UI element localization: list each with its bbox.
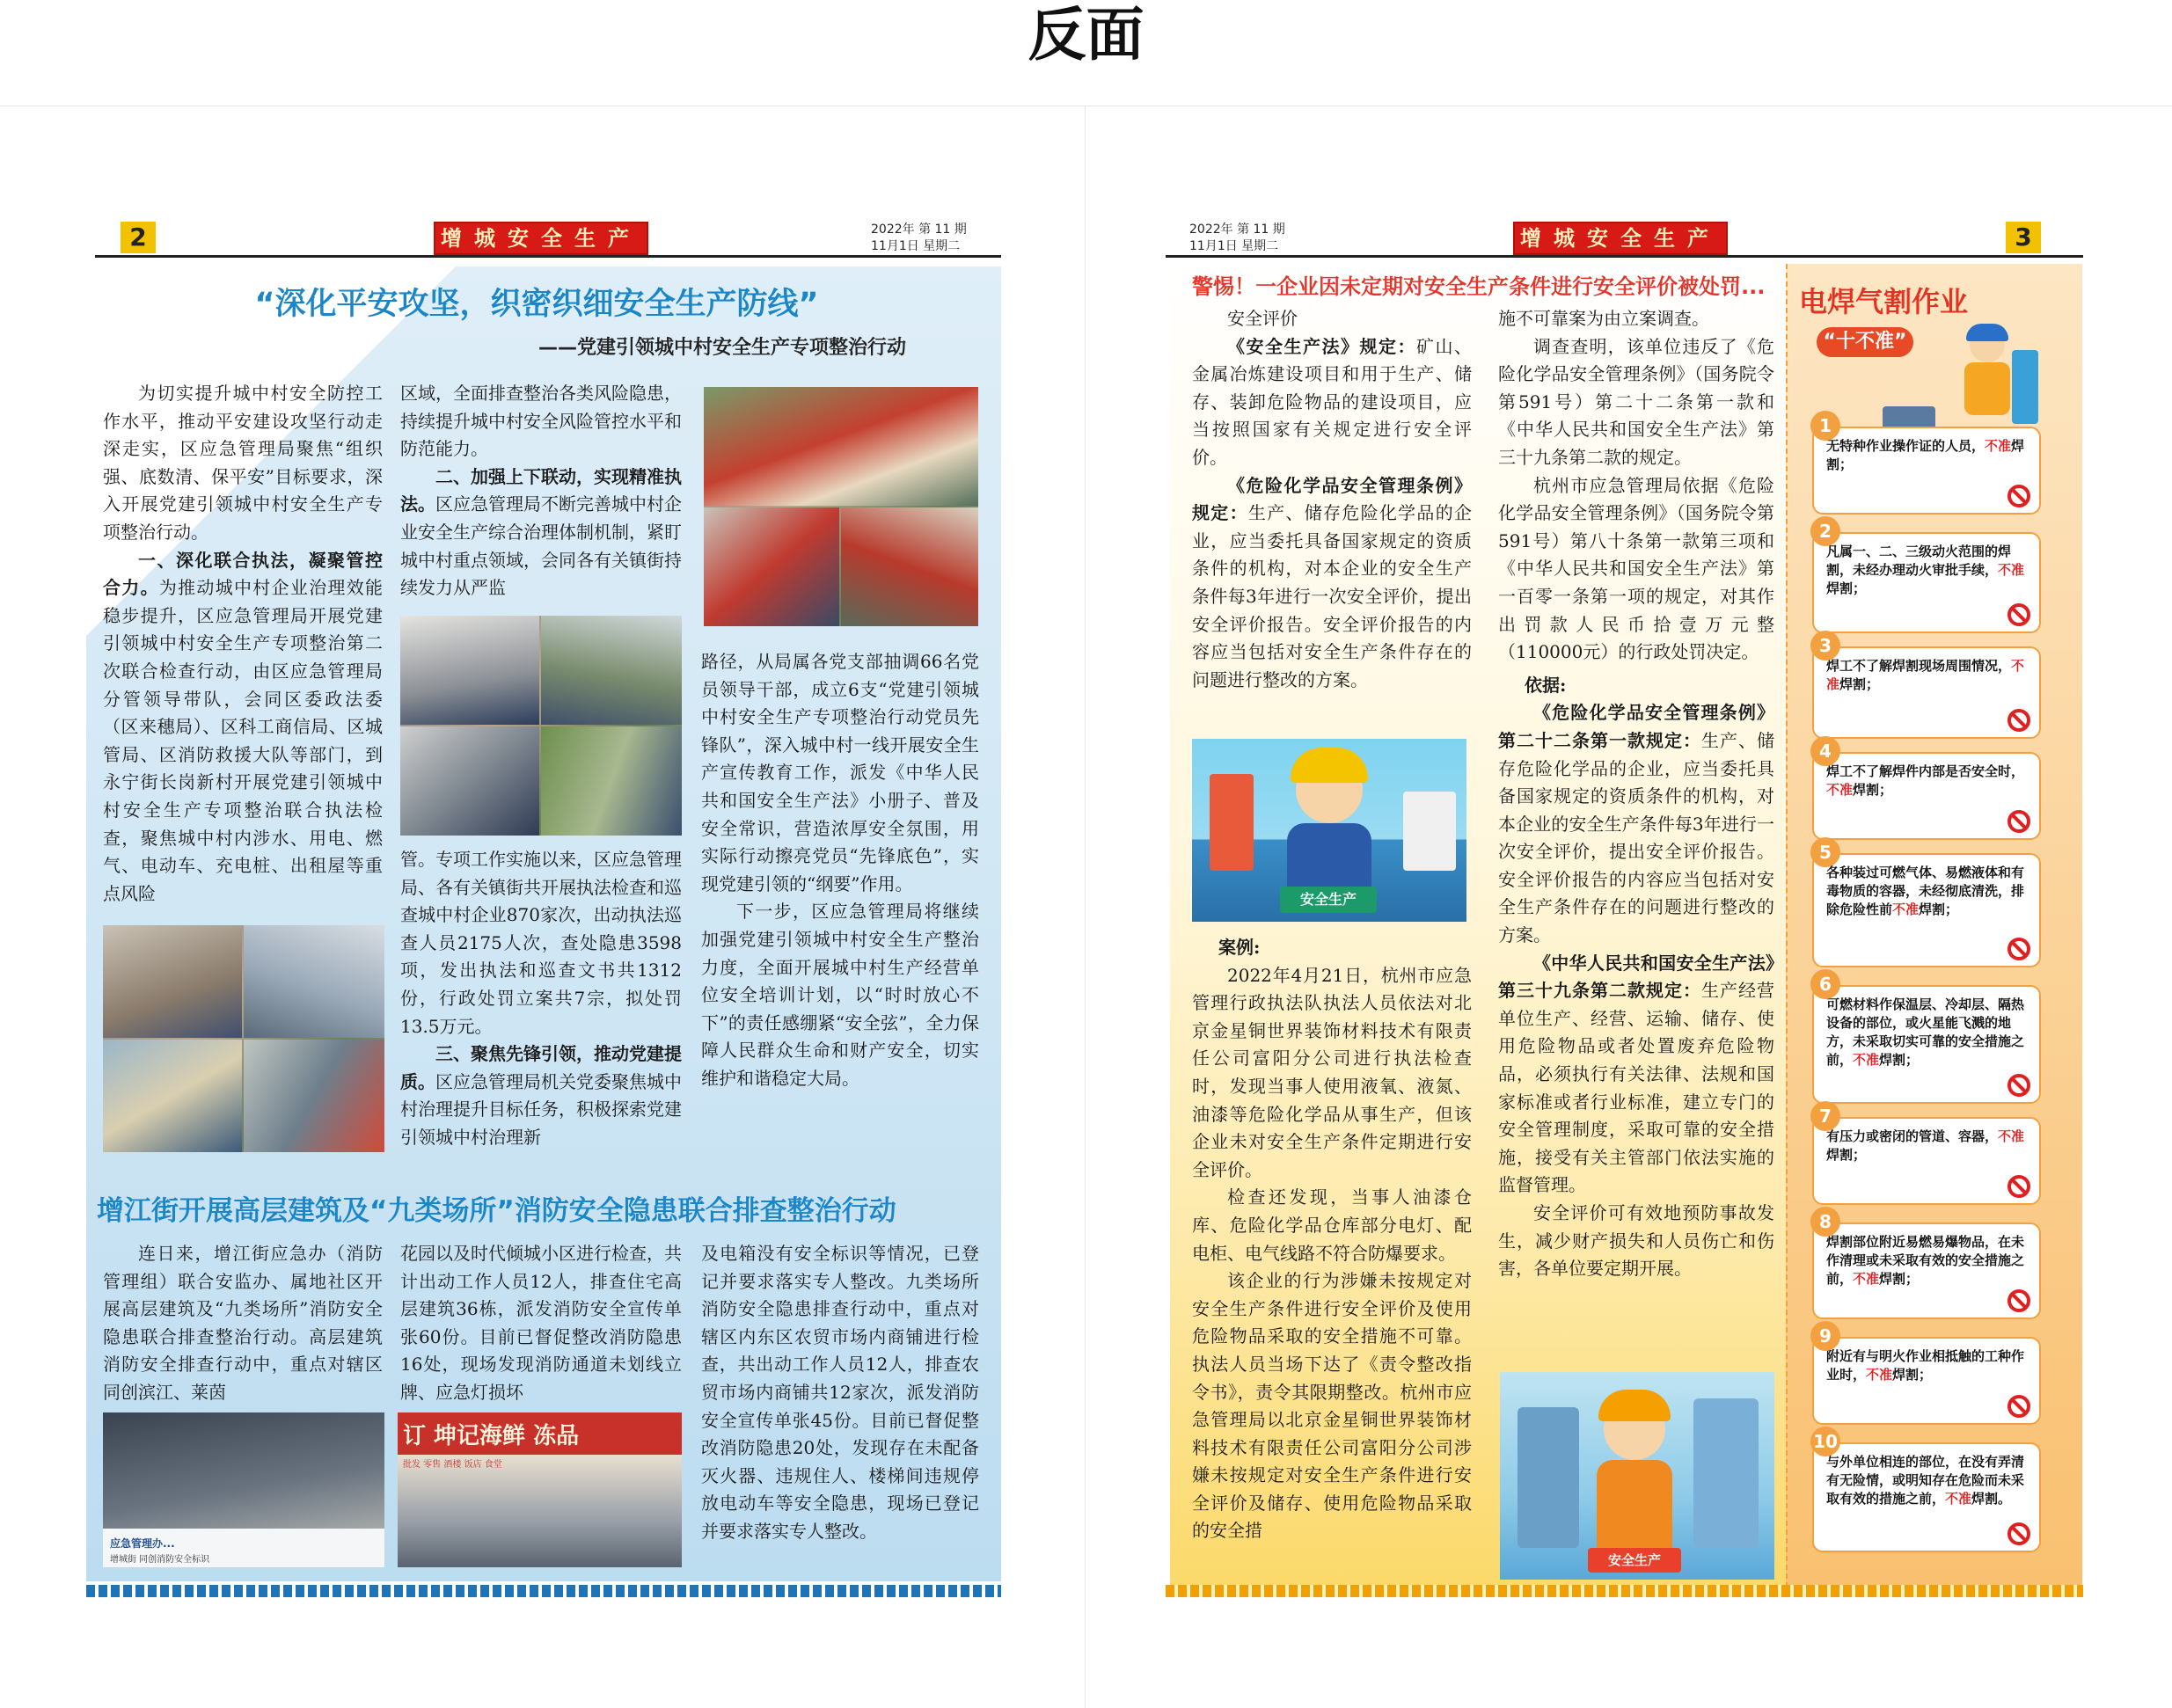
paragraph: 连日来，增江街应急办（消防管理组）联合安监办、属地社区开展高层建筑及“九类场所”消防安全隐患联合排查整治行动。高层建筑消防安全排查行动中，重点对辖区同创滨江、莱茵 bbox=[103, 1243, 383, 1403]
paragraph: 该企业的行为涉嫌未按规定对安全生产条件进行安全评价及使用危险物品采取的安全措施不可靠。执法人员当场下达了《责令整改指令书》，责令其限期整改。杭州市应急管理局以北京金星铜世界装饰材料技术有限责任公司富阳分公司涉嫌未按规定对安全生产条件进行安全评价及储存、使用危险物品采取的安全措 bbox=[1192, 1270, 1472, 1542]
prohibited-icon bbox=[2007, 485, 2030, 507]
paragraph: 为推动城中村企业治理效能稳步提升，区应急管理局开展党建引领城中村安全生产专项整治第二次联合检查行动，由区应急管理局分管领导带队，会同区委政法委（区来穗局）、区科工商信局、区城管局、区消防救援大队等部门，到永宁街长岗新村开展党建引领城中村安全生产专项整治联合执法检查，聚焦城中村内涉水、用电、燃气、电动车、充电桩、出租屋等重点风险 bbox=[103, 577, 384, 904]
article-headline: “深化平安攻坚，织密织细安全生产防线” bbox=[254, 287, 819, 322]
law-heading: 《中华人民共和国安全生产法》第三十九条第二款规定： bbox=[1498, 952, 1774, 1002]
prohibited-icon bbox=[2007, 1395, 2030, 1418]
sidebar-divider bbox=[1786, 264, 1788, 1588]
case-heading: 案例: bbox=[1218, 937, 1261, 958]
rule-item bbox=[1812, 974, 2041, 1104]
prohibited-icon bbox=[2007, 603, 2030, 626]
rule-prohibition: 不准 bbox=[1945, 1491, 1972, 1507]
issue-info-right bbox=[1189, 222, 1313, 255]
photo-market-shop bbox=[398, 1412, 682, 1567]
header-rule-right bbox=[1166, 255, 2083, 258]
article2-column-2 bbox=[400, 1240, 682, 1407]
case-column-2 bbox=[1498, 305, 1774, 1283]
rule-prohibition: 不准 bbox=[1853, 1271, 1880, 1287]
basis-heading: 依据: bbox=[1525, 674, 1567, 696]
article-column-2 bbox=[400, 380, 682, 602]
sidebar-title: 电焊气割作业 bbox=[1799, 285, 1969, 318]
issue-date: 11月1日 星期二 bbox=[1189, 239, 1279, 253]
paragraph: 安全评价可有效地预防事故发生，减少财产损失和人员伤亡和伤害，各单位要定期开展。 bbox=[1498, 1202, 1774, 1280]
prohibited-icon bbox=[2007, 810, 2030, 833]
rule-tail: 焊割。 bbox=[1971, 1491, 2012, 1507]
paragraph: 区应急管理局不断完善城中村企业安全生产综合治理体制机制，紧盯城中村重点领域，会同各有关镇街持续发力从严监 bbox=[400, 493, 682, 599]
photo-meeting-collage bbox=[103, 925, 384, 1152]
page-split-line bbox=[1085, 106, 1086, 1708]
rule-text: 焊工不了解焊件内部是否安全时， bbox=[1826, 763, 2025, 779]
article-headline-2: 增江街开展高层建筑及“九类场所”消防安全隐患联合排查整治行动 bbox=[97, 1195, 896, 1227]
issue-info-left bbox=[871, 222, 994, 255]
poster-text: 应急管理办... bbox=[110, 1537, 175, 1550]
paragraph: 及电箱没有安全标识等情况，已登记并要求落实专人整改。九类场所消防安全隐患排查行动中，重点对辖区内东区农贸市场内商铺进行检查，共出动工作人员12人，排查农贸市场内商铺共12家次，派发消防安全宣传单张45份。目前已督促整改消防隐患20处，发现存在未配备灭火器、违规住人、楼梯间违规停放电动车等安全隐患，现场已登记并要求落实专人整改。 bbox=[701, 1243, 979, 1542]
law-heading: 《危险化学品安全管理条例》规定： bbox=[1192, 474, 1472, 524]
rule-number: 1 bbox=[1810, 411, 1840, 441]
rule-tail: 焊割； bbox=[1879, 1052, 1920, 1068]
rule-prohibition: 不准 bbox=[1826, 782, 1854, 798]
rule-text: 与外单位相连的部位，在没有弄清有无险情，或明知存在危险而未采取有效的措施之前， bbox=[1826, 1454, 2025, 1507]
paragraph: 2022年4月21日，杭州市应急管理行政执法队执法人员依法对北京金星铜世界装饰材料技术有限责任公司富阳分公司进行执法检查时，发现当事人使用液氧、液氮、油漆等危险化学品从事生产，但该企业未对安全生产条件定期进行安全评价。 bbox=[1192, 964, 1472, 1180]
paragraph: 施不可靠案为由立案调查。 bbox=[1498, 308, 1709, 329]
paragraph: 下一步，区应急管理局将继续加强党建引领城中村安全生产整治力度，全面开展城中村生产经营单位安全培训计划，以“时时放心不下”的责任感绷紧“安全弦”，全力保障人民群众生命和财产安全，切实维护和谐稳定大局。 bbox=[701, 901, 979, 1089]
paragraph: 生产、储存危险化学品的企业，应当委托具备国家规定的资质条件的机构，对本企业的安全生产条件每3年进行一次安全评价，提出安全评价报告。安全评价报告的内容应当包括对安全生产条件存在的问题进行整改的方案。 bbox=[1498, 729, 1774, 946]
rule-item bbox=[1812, 635, 2041, 739]
sidebar-badge: “十不准” bbox=[1817, 327, 1913, 357]
law-heading: 《安全生产法》规定： bbox=[1227, 335, 1416, 357]
rule-number: 9 bbox=[1810, 1321, 1840, 1351]
rule-prohibition: 不准 bbox=[1853, 1052, 1880, 1068]
rule-number: 6 bbox=[1810, 969, 1840, 999]
issue-line: 2022年 第 11 期 bbox=[871, 223, 967, 237]
rule-tail: 焊割； bbox=[1879, 1271, 1920, 1287]
paragraph: 区应急管理局机关党委聚焦城中村治理提升目标任务，积极探索党建引领城中村治理新 bbox=[400, 1070, 682, 1148]
illustration-female-worker bbox=[1500, 1372, 1774, 1580]
prohibited-icon bbox=[2007, 1522, 2030, 1545]
rule-item bbox=[1812, 1325, 2041, 1425]
article-subhead: ——党建引领城中村安全生产专项整治行动 bbox=[538, 337, 906, 359]
case-column-1 bbox=[1192, 305, 1472, 694]
rule-prohibition: 不准 bbox=[1866, 1367, 1893, 1383]
header-rule-left bbox=[95, 255, 1001, 258]
section-heading: 一、深化联合执法，凝聚管控合力。 bbox=[103, 549, 383, 599]
rule-tail: 焊割； bbox=[1826, 438, 2025, 472]
photo-inspection-collage bbox=[400, 616, 682, 836]
rule-prohibition: 不准 bbox=[1998, 1128, 2025, 1144]
photo-volunteers-collage bbox=[704, 387, 978, 626]
prohibited-icon bbox=[2007, 709, 2030, 732]
page-number-left: 2 bbox=[121, 222, 156, 253]
article-column-1 bbox=[103, 380, 383, 908]
rule-tail: 焊割； bbox=[1919, 901, 1959, 917]
masthead-left: 增城安全生产 bbox=[434, 222, 648, 255]
rule-number: 10 bbox=[1810, 1427, 1840, 1456]
rule-item bbox=[1812, 1106, 2041, 1205]
rule-number: 8 bbox=[1810, 1207, 1840, 1237]
illustration-safety-worker bbox=[1192, 739, 1466, 922]
shop-sign: 订 坤记海鲜 冻品 bbox=[403, 1423, 580, 1449]
prohibited-icon bbox=[2007, 1289, 2030, 1312]
rule-tail: 焊割； bbox=[1826, 1147, 1867, 1163]
article-column-2-cont bbox=[400, 846, 682, 1152]
shop-sign-2: 批发 零售 酒楼 饭店 食堂 bbox=[403, 1460, 502, 1470]
rule-text: 可燃材料作保温层、冷却层、隔热设备的部位，或火星能飞溅的地方，未采取切实可靠的安全措施之前， bbox=[1826, 996, 2025, 1068]
rule-prohibition: 不准 bbox=[1892, 901, 1920, 917]
rule-item bbox=[1812, 1211, 2041, 1319]
page-title: 反面 bbox=[1027, 1, 1145, 69]
section-heading: 三、聚焦先锋引领，推动党建提质。 bbox=[400, 1043, 682, 1092]
prohibited-icon bbox=[2007, 1074, 2030, 1097]
rule-item bbox=[1812, 842, 2041, 967]
rule-text: 焊割部位附近易燃易爆物品，在未作清理或未采取有效的安全措施之前， bbox=[1826, 1234, 2025, 1287]
paragraph: 调查查明，该单位违反了《危险化学品安全管理条例》（国务院令第591号）第二十二条第一款和《中华人民共和国安全生产法》第三十九条第二款的规定。 bbox=[1498, 335, 1774, 468]
paragraph: 生产、储存危险化学品的企业，应当委托具备国家规定的资质条件的机构，对本企业的安全生产条件每3年进行一次安全评价，提出安全评价报告。安全评价报告的内容应当包括对安全生产条件存在的问题进行整改的方案。 bbox=[1192, 502, 1473, 690]
rule-text: 焊工不了解焊割现场周围情况， bbox=[1826, 658, 2012, 674]
article-column-3 bbox=[701, 648, 979, 1093]
poster-text-2: 增城街 同创消防安全标识 bbox=[110, 1555, 210, 1565]
paragraph: 生产经营单位生产、经营、运输、储存、使用危险物品或者处置废弃危险物品，必须执行有关法律、法规和国家标准或者行业标准，建立专门的安全管理制度，采取可靠的安全措施，接受有关主管部门依法实施的监督管理。 bbox=[1498, 980, 1774, 1196]
rule-prohibition: 不准 bbox=[1985, 438, 2012, 454]
rule-item bbox=[1812, 415, 2041, 515]
illustration-label: 安全生产 bbox=[1588, 1548, 1681, 1573]
case-column-1-cont bbox=[1192, 934, 1472, 1545]
rule-tail: 焊割； bbox=[1839, 676, 1880, 692]
prohibited-icon bbox=[2007, 1175, 2030, 1198]
page-number-right: 3 bbox=[2006, 222, 2041, 253]
rule-text: 各种装过可燃气体、易燃液体和有毒物质的容器，未经彻底清洗，排除危险性前 bbox=[1826, 865, 2025, 917]
rule-text: 凡属一、二、三级动火范围的焊割，未经办理动火审批手续， bbox=[1826, 544, 2012, 578]
bottom-border-right bbox=[1166, 1585, 2083, 1597]
paragraph: 管。专项工作实施以来，区应急管理局、各有关镇街共开展执法检查和巡查城中村企业870家次，出动执法巡查人员2175人次，查处隐患3598项，发出执法和巡查文书共1312份，行政处罚立案共7宗，拟处罚13.5万元。 bbox=[400, 849, 682, 1037]
article2-column-1 bbox=[103, 1240, 383, 1407]
welder-illustration bbox=[1940, 324, 2045, 427]
paragraph: 矿山、金属冶炼建设项目和用于生产、储存、装卸危险物品的建设项目，应当按照国家有关规定进行安全评价。 bbox=[1192, 335, 1472, 468]
rule-text: 附近有与明火作业相抵触的工种作业时， bbox=[1826, 1348, 2025, 1383]
rule-number: 2 bbox=[1810, 516, 1840, 546]
article-headline-right: 警惕！一企业因未定期对安全生产条件进行安全评价被处罚... bbox=[1192, 274, 1766, 299]
rule-item bbox=[1812, 1431, 2041, 1552]
prohibited-icon bbox=[2007, 938, 2030, 960]
rule-tail: 焊割； bbox=[1892, 1367, 1933, 1383]
paragraph: 安全评价 bbox=[1227, 308, 1298, 329]
section-heading: 二、加强上下联动，实现精准执法。 bbox=[400, 465, 682, 515]
rule-text: 无特种作业操作证的人员， bbox=[1826, 438, 1986, 454]
article2-column-3 bbox=[701, 1240, 979, 1546]
paragraph: 为切实提升城中村安全防控工作水平，推动平安建设攻坚行动走深走实，区应急管理局聚焦“组织强、底数清、保平安”目标要求，深入开展党建引领城中村安全生产专项整治行动。 bbox=[103, 383, 383, 543]
rule-tail: 焊割； bbox=[1853, 782, 1893, 798]
paragraph: 花园以及时代倾城小区进行检查，共计出动工作人员12人，排查住宅高层建筑36栋，派发消防安全宣传单张60份。目前已督促整改消防隐患16处，现场发现消防通道未划线立牌、应急灯损坏 bbox=[400, 1243, 682, 1403]
rule-prohibition: 不准 bbox=[1826, 658, 2025, 692]
paragraph: 杭州市应急管理局依据《危险化学品安全管理条例》（国务院令第591号）第八十条第一款第三项和《中华人民共和国安全生产法》第一百零一条第一项的规定，对其作出罚款人民币拾壹万元整（110000元）的行政处罚决定。 bbox=[1498, 474, 1774, 663]
rule-number: 4 bbox=[1810, 736, 1840, 766]
issue-line: 2022年 第 11 期 bbox=[1189, 223, 1285, 237]
rule-item bbox=[1812, 521, 2041, 633]
rule-number: 7 bbox=[1810, 1101, 1840, 1131]
rule-prohibition: 不准 bbox=[1998, 562, 2025, 578]
rule-number: 3 bbox=[1810, 631, 1840, 661]
photo-parking-garage bbox=[103, 1412, 384, 1567]
paragraph: 区域，全面排查整治各类风险隐患，持续提升城中村安全风险管控水平和防范能力。 bbox=[400, 383, 682, 460]
rule-tail: 焊割； bbox=[1826, 580, 1867, 596]
law-heading: 《危险化学品安全管理条例》第二十二条第一款规定： bbox=[1498, 702, 1774, 751]
illustration-label: 安全生产 bbox=[1280, 887, 1377, 913]
paragraph: 检查还发现，当事人油漆仓库、危险化学品仓库部分电灯、配电柜、电气线路不符合防爆要求。 bbox=[1192, 1186, 1472, 1264]
rule-item bbox=[1812, 741, 2041, 840]
issue-date: 11月1日 星期二 bbox=[871, 239, 961, 253]
paragraph: 路径，从局属各党支部抽调66名党员领导干部，成立6支“党建引领城中村安全生产专项整治行动党员先锋队”，深入城中村一线开展安全生产宣传教育工作，派发《中华人民共和国安全生产法》小册子、普及安全常识，营造浓厚安全氛围，用实际行动擦亮党员“先锋底色”，实现党建引领的“纲要”作用。 bbox=[701, 651, 979, 894]
bottom-border-left bbox=[86, 1585, 1001, 1597]
rule-number: 5 bbox=[1810, 837, 1840, 867]
masthead-right: 增城安全生产 bbox=[1513, 222, 1728, 255]
rule-text: 有压力或密闭的管道、容器， bbox=[1826, 1128, 1999, 1144]
